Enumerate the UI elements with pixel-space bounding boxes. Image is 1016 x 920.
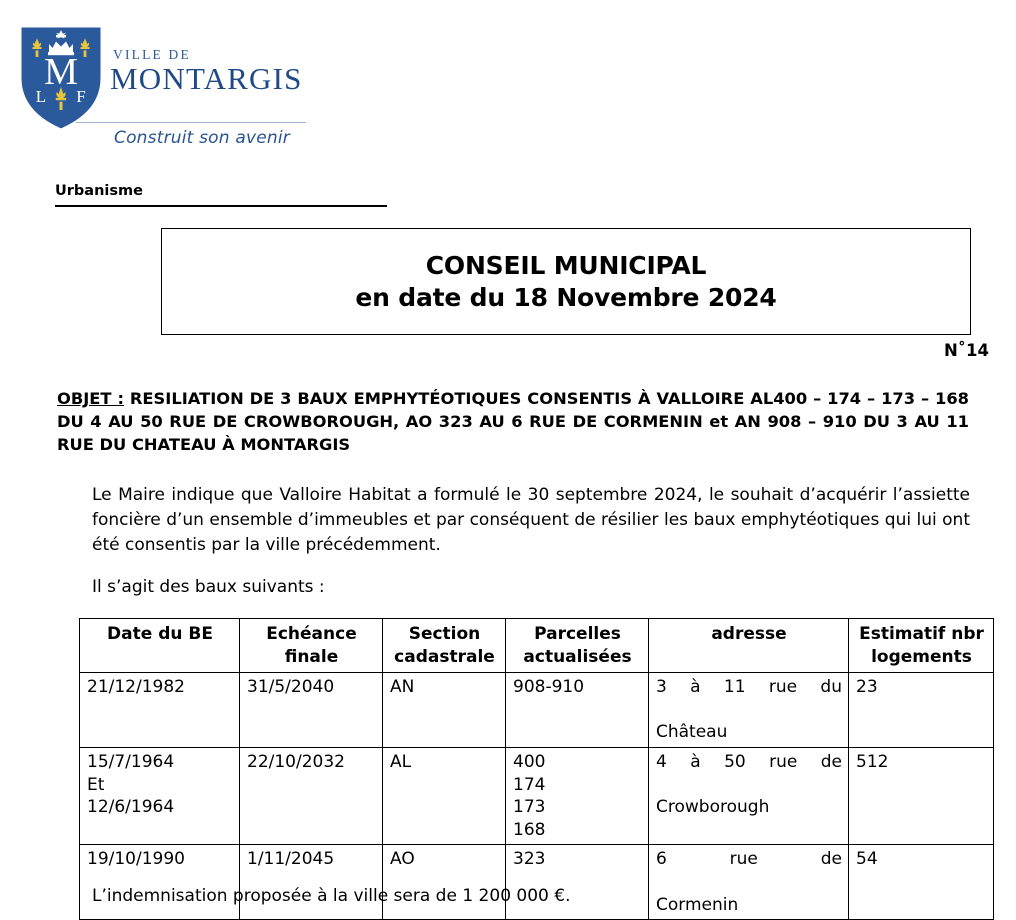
logo-divider [76,122,306,123]
montargis-shield-icon [16,22,106,134]
cell-adresse: 3 à 11 rue du Château [649,673,849,748]
table-row [80,748,994,845]
body-paragraph-2: Il s’agit des baux suivants : [92,577,325,597]
cell-date-be: 15/7/1964 Et 12/6/1964 [80,748,240,845]
city-logo [14,18,314,148]
cell-echeance: 22/10/2032 [240,748,383,845]
cell-echeance: 1/11/2045 [240,845,383,920]
body-paragraph-3: L’indemnisation proposée à la ville sera de 1 200 000 €. [92,886,571,906]
column-header-date-be: Date du BE [80,619,240,673]
title-box [161,228,971,335]
body-paragraph-1: Le Maire indique que Valloire Habitat a formulé le 30 septembre 2024, le souhait d’acquérir l’assiette foncière d’un ensemble d’immeubles et par conséquent de résilier les baux emphytéotiques qui lui ont été consentis par la ville précédemment. [92,485,970,556]
cell-logements: 54 [849,845,994,920]
cell-section: AO [383,845,506,920]
table-row [80,673,994,748]
title-line-1: CONSEIL MUNICIPAL [425,250,707,280]
cell-parcelles: 400 174 173 168 [506,748,649,845]
cell-echeance: 31/5/2040 [240,673,383,748]
column-header-logements: Estimatif nbr logements [849,619,994,673]
cell-date-be: 21/12/1982 [80,673,240,748]
cell-logements: 23 [849,673,994,748]
column-header-echeance: Echéance finale [240,619,383,673]
service-name: Urbanisme [55,183,387,207]
cell-parcelles: 323 [506,845,649,920]
cell-section: AN [383,673,506,748]
logo-city-name: MONTARGIS [110,60,303,96]
leases-table [79,618,994,920]
cell-adresse: 6 rue de Cormenin [649,845,849,920]
cell-parcelles: 908-910 [506,673,649,748]
logo-ville-de: VILLE DE [113,47,191,62]
table-header-row [80,619,994,673]
column-header-adresse: adresse [649,619,849,673]
cell-adresse: 4 à 50 rue de Crowborough [649,748,849,845]
cell-section: AL [383,748,506,845]
objet-text: RESILIATION DE 3 BAUX EMPHYTÉOTIQUES CONSENTIS À VALLOIRE AL400 – 174 – 173 – 168 DU 4 AU 50 RUE DE CROWBOROUGH, AO 323 AU 6 RUE DE CORMENIN et AN 908 – 910 DU 3 AU 11 RUE DU CHATEAU À MONTARGIS [57,389,970,455]
title-line-2: en date du 18 Novembre 2024 [355,282,777,312]
column-header-section: Section cadastrale [383,619,506,673]
logo-wordmark [110,48,310,95]
objet-label: OBJET : [57,389,124,408]
objet-paragraph [57,387,969,456]
cell-logements: 512 [849,748,994,845]
svg-text:L: L [35,87,47,106]
deliberation-number: N˚14 [943,341,989,360]
svg-text:M: M [44,51,78,93]
svg-text:F: F [76,87,86,106]
logo-tagline: Construit son avenir [114,128,290,148]
cell-date-be: 19/10/1990 [80,845,240,920]
column-header-parcelles: Parcelles actualisées [506,619,649,673]
